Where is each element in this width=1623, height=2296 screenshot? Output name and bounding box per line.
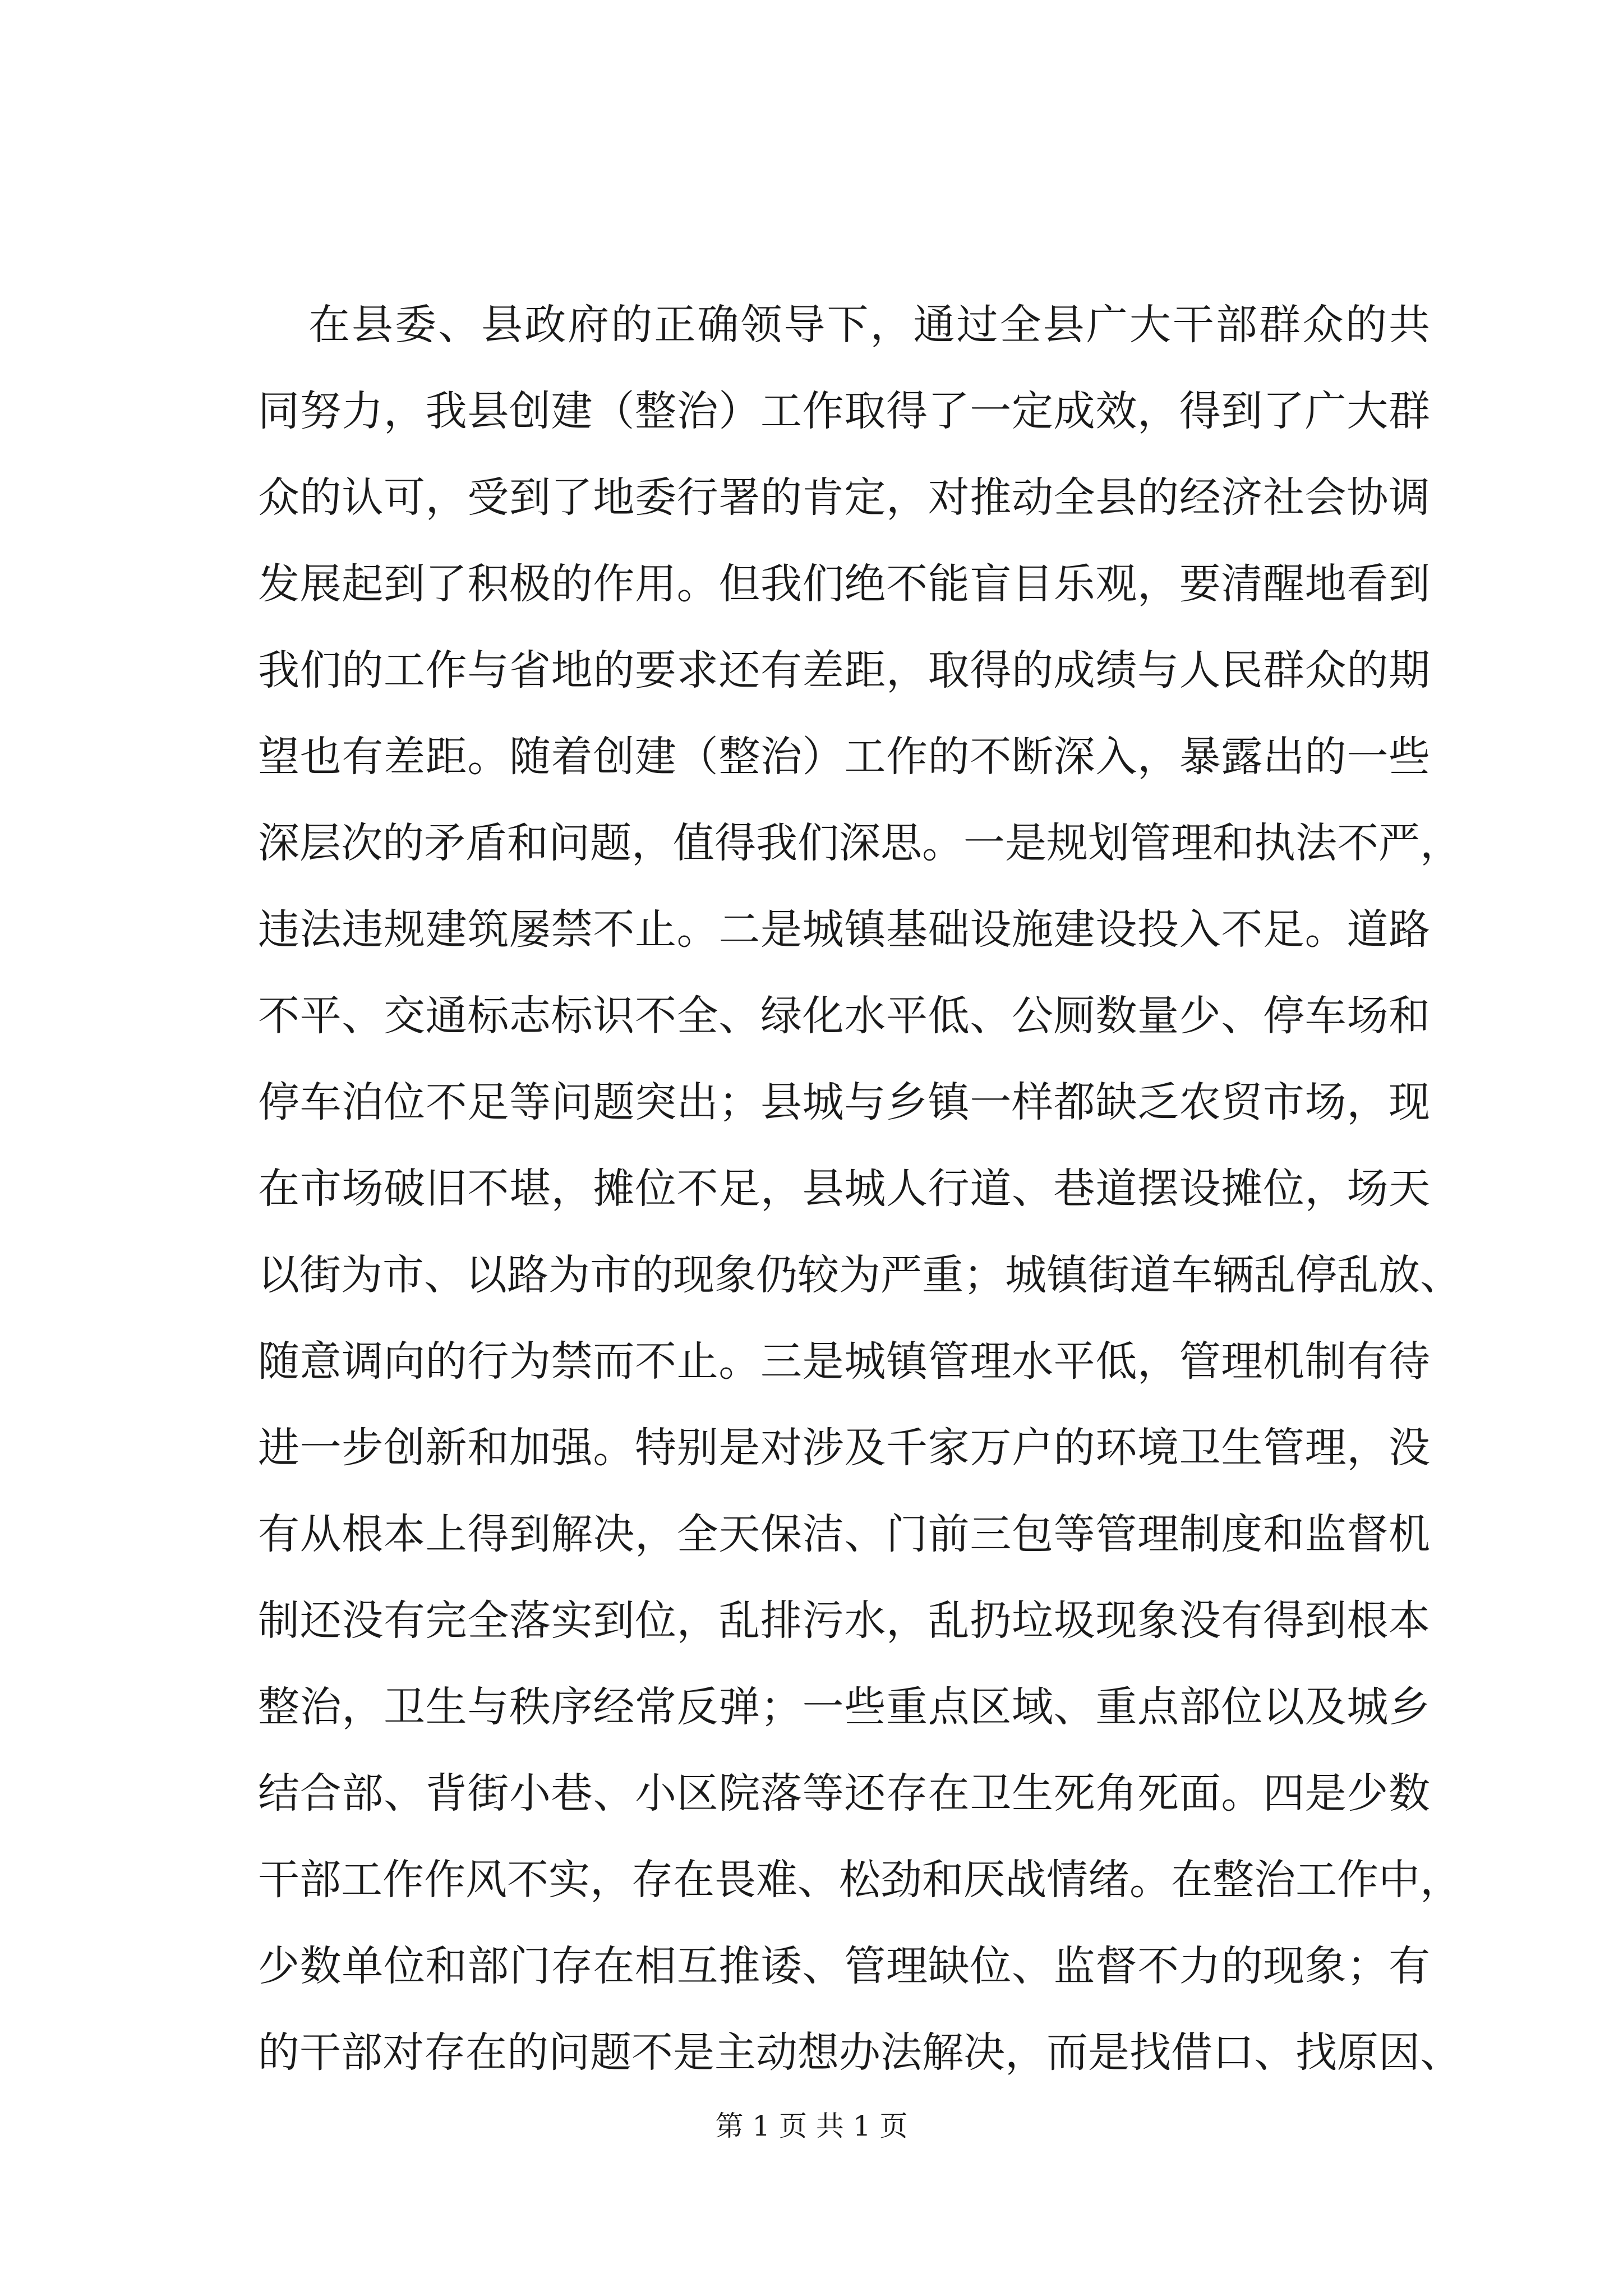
paragraph-line: 制还没有完全落实到位，乱排污水，乱扔垃圾现象没有得到根本	[258, 1596, 1430, 1645]
page-number-footer: 第 1 页 共 1 页	[715, 2110, 908, 2142]
paragraph-line: 我们的工作与省地的要求还有差距，取得的成绩与人民群众的期	[258, 646, 1430, 694]
paragraph-line: 少数单位和部门存在相互推诿、管理缺位、监督不力的现象；有	[258, 1942, 1430, 1990]
paragraph-line: 随意调向的行为禁而不止。三是城镇管理水平低，管理机制有待	[258, 1337, 1430, 1386]
paragraph-line: 发展起到了积极的作用。但我们绝不能盲目乐观，要清醒地看到	[258, 560, 1430, 608]
paragraph-line: 停车泊位不足等问题突出；县城与乡镇一样都缺乏农贸市场，现	[258, 1078, 1430, 1126]
paragraph-line: 不平、交通标志标识不全、绿化水平低、公厕数量少、停车场和	[258, 992, 1430, 1040]
paragraph-line: 以街为市、以路为市的现象仍较为严重；城镇街道车辆乱停乱放、	[258, 1251, 1461, 1299]
paragraph-line: 在市场破旧不堪，摊位不足，县城人行道、巷道摆设摊位，场天	[258, 1165, 1430, 1213]
paragraph-line: 的干部对存在的问题不是主动想办法解决，而是找借口、找原因、	[258, 2028, 1461, 2077]
paragraph-line: 在县委、县政府的正确领导下，通过全县广大干部群众的共	[308, 301, 1430, 349]
paragraph-line: 进一步创新和加强。特别是对涉及千家万户的环境卫生管理，没	[258, 1424, 1430, 1472]
paragraph-line: 干部工作作风不实，存在畏难、松劲和厌战情绪。在整治工作中，	[258, 1856, 1461, 1904]
paragraph-line: 望也有差距。随着创建（整治）工作的不断深入，暴露出的一些	[258, 733, 1430, 781]
body-paragraph	[258, 282, 1461, 2096]
paragraph-line: 同努力，我县创建（整治）工作取得了一定成效，得到了广大群	[258, 387, 1430, 435]
paragraph-line: 违法违规建筑屡禁不止。二是城镇基础设施建设投入不足。道路	[258, 905, 1430, 954]
paragraph-line: 整治，卫生与秩序经常反弹；一些重点区域、重点部位以及城乡	[258, 1683, 1430, 1731]
paragraph-line: 有从根本上得到解决，全天保洁、门前三包等管理制度和监督机	[258, 1510, 1430, 1558]
paragraph-line: 结合部、背街小巷、小区院落等还存在卫生死角死面。四是少数	[258, 1769, 1430, 1818]
paragraph-line: 深层次的矛盾和问题，值得我们深思。一是规划管理和执法不严，	[258, 819, 1461, 867]
paragraph-line: 众的认可，受到了地委行署的肯定，对推动全县的经济社会协调	[258, 473, 1430, 522]
